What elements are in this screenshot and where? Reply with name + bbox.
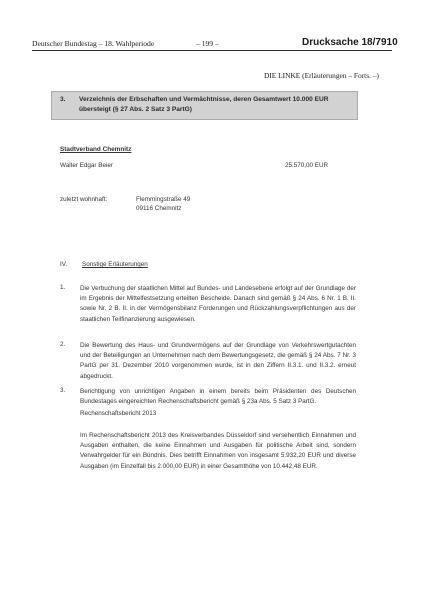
- party-subheader: DIE LINKE (Erläuterungen – Forts. –): [264, 71, 379, 80]
- item-text: Die Bewertung des Haus- und Grundvermögens auf der Grundlage von Verkehrswertgutachten und der Beteiligungen an Unternehmen nach dem Bewertungsgesetz, die gemäß § 24 Abs. 7 Nr. 3 PartG per 31. Dezember 2010 vorgenommen wurde, ist in den Ziffern II.3.1. und II.3.2. erneut abgedruckt.: [80, 342, 356, 380]
- section3-title-line2: übersteigt (§ 27 Abs. 2 Satz 3 PartG): [79, 106, 192, 113]
- item-number: 3.: [60, 387, 66, 394]
- header-rule: [32, 50, 392, 51]
- section4-title: Sonstige Erläuterungen: [82, 261, 148, 268]
- item-number: 1.: [60, 284, 66, 291]
- drucksache-id: 7910: [375, 37, 398, 48]
- section3-number: 3.: [60, 96, 66, 103]
- rechenschaftsbericht-text: Im Rechenschaftsbericht 2013 des Kreisverbandes Düsseldorf sind versehentlich Einnahmen und Ausgaben enthalten, die keine Einnahmen und Ausgaben für politische Arbeit sind, sondern Verwahrgelder für ein Bündnis. Dies betrifft Einnahmen von insgesamt 5.932,20 EUR und diverse Ausgaben (im Einzelfall bis 2.000,00 EUR) in einer Gesamthöhe von 10.442,48 EUR.: [80, 432, 356, 470]
- bequest-amount: 25.570,00 EUR: [285, 162, 329, 169]
- drucksache-prefix: Drucksache 18/: [302, 37, 376, 48]
- address-city: 09116 Chemnitz: [136, 205, 182, 212]
- section4-number: IV.: [60, 261, 68, 268]
- residence-label: zuletzt wohnhaft:: [60, 196, 108, 203]
- item-number: 2.: [60, 341, 66, 348]
- testator-name: Walter Edgar Beier: [60, 162, 113, 169]
- section3-title-line1: Verzeichnis der Erbschaften und Vermächtnisse, deren Gesamtwert 10.000 EUR: [79, 96, 329, 103]
- item-text: Die Verbuchung der staatlichen Mittel auf Bundes- und Landesebene erfolgt auf der Grundlage der im Ergebnis der Mittelfestsetzung erteilten Bescheide. Danach sind gemäß § 24 Abs. 6 Nr. 1 B. II. sowie Nr. 2 B. II. in der Vermögensbilanz Forderungen und Rückzahlungsverpflichtungen aus der staatlichen Teilfinanzierung ausgewiesen.: [80, 285, 356, 323]
- page-number: – 199 –: [196, 39, 219, 48]
- rechenschaftsbericht-title: Rechenschaftsbericht 2013: [80, 410, 157, 417]
- drucksache-number: [302, 37, 398, 48]
- stadtverband-title: Stadtverband Chemnitz: [60, 146, 132, 153]
- header-title: Deutscher Bundestag – 18. Wahlperiode: [32, 39, 155, 48]
- item-text: Berichtigung von unrichtigen Angaben in einem bereits beim Präsidenten des Deutschen Bundestages eingereichten Rechenschaftsbericht gemäß § 23a Abs. 5 Satz 3 PartG.: [80, 388, 356, 406]
- address-street: Flemmingstraße 49: [136, 196, 191, 203]
